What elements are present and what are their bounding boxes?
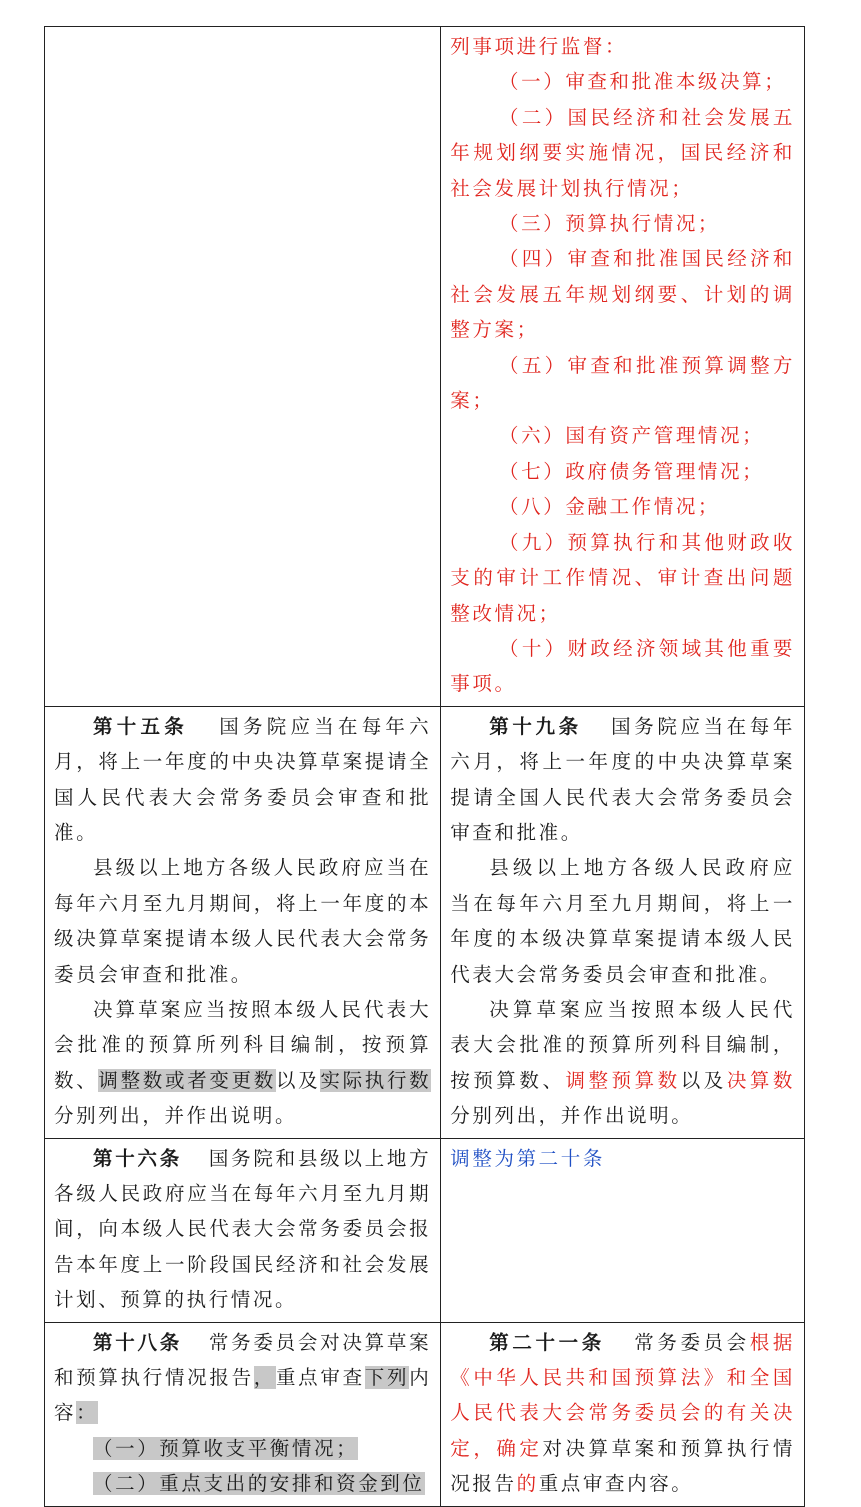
highlighted-text: ， (253, 1366, 276, 1390)
text-run: 内容 (54, 1366, 432, 1425)
paragraph (54, 709, 431, 851)
list-item: （六）国有资产管理情况； (499, 424, 765, 448)
paragraph (450, 992, 795, 1134)
table-row (45, 27, 805, 707)
left-cell-article-15 (45, 706, 441, 1138)
paragraph (54, 992, 431, 1134)
article-number: 第十六条 (93, 1146, 183, 1170)
changed-text: 决算数 (726, 1068, 795, 1092)
paragraph (54, 1141, 431, 1318)
paragraph: 县级以上地方各级人民政府应当在每年六月至九月期间，将上一年度的本级决算草案提请本级人民代表大会常务委员会审查和批准。 (54, 856, 432, 986)
article-number: 第十八条 (93, 1330, 183, 1354)
paragraph (450, 1325, 795, 1502)
adjustment-note: 调整为第二十条 (450, 1146, 605, 1170)
text-run: 决算草案应当按照本级人民代表大会批准的预算所列科目编制，按预算数、 (450, 997, 795, 1092)
right-cell-supervision-items (441, 27, 805, 707)
paragraph: 列事项进行监督： (450, 35, 628, 58)
table-row (45, 1322, 805, 1506)
left-cell-article-16 (45, 1138, 441, 1322)
article-number: 第十九条 (489, 714, 582, 738)
list-item: （八）金融工作情况； (499, 495, 721, 519)
highlighted-text: （二）重点支出的安排和资金到位 (93, 1472, 425, 1496)
list-item: （一）审查和批准本级决算； (499, 70, 787, 94)
article-number: 第十五条 (93, 714, 188, 738)
article-text: 国务院应当在每年六月，将上一年度的中央决算草案提请全国人民代表大会常务委员会审查和批准。 (54, 714, 432, 844)
highlighted-text: （一）预算收支平衡情况； (93, 1436, 359, 1460)
list-item (54, 1466, 431, 1501)
text-run: 重点审查内容。 (538, 1472, 694, 1496)
left-cell-article-18 (45, 1322, 441, 1506)
list-item: （三）预算执行情况； (499, 212, 721, 236)
list-item: （十）财政经济领域其他重要事项。 (450, 636, 795, 696)
highlighted-text: 调整数或者变更数 (98, 1068, 276, 1092)
table-row (45, 1138, 805, 1322)
highlighted-text: ： (76, 1401, 99, 1425)
highlighted-text: 下列 (364, 1366, 410, 1390)
changed-text: 调整预算数 (565, 1068, 681, 1092)
list-item: （五）审查和批准预算调整方案； (450, 353, 795, 413)
text-run: 分别列出，并作出说明。 (54, 1104, 298, 1128)
table-row (45, 706, 805, 1138)
right-cell-article-19 (441, 706, 805, 1138)
changed-text: 根据《中华人民共和国预算法》和全国人民代表大会常务委员会的有关决定，确定 (450, 1330, 795, 1460)
article-text: 国务院和县级以上地方各级人民政府应当在每年六月至九月期间，向本级人民代表大会常务委员会报告本年度上一阶段国民经济和社会发展计划、预算的执行情况。 (54, 1146, 432, 1312)
changed-text: 的 (516, 1472, 539, 1496)
text-run: 常务委员会对决算草案和预算执行情况报告 (54, 1330, 432, 1390)
right-cell-article-21 (441, 1322, 805, 1506)
article-text: 国务院应当在每年六月，将上一年度的中央决算草案提请全国人民代表大会常务委员会审查和批准。 (450, 714, 795, 844)
text-run: 常务委员会 (634, 1330, 750, 1354)
text-run: 分别列出，并作出说明。 (450, 1104, 694, 1128)
text-run: 以及 (275, 1068, 321, 1092)
text-run: 对决算草案和预算执行情况报告 (450, 1436, 795, 1496)
list-item: （七）政府债务管理情况； (499, 459, 765, 483)
list-item (54, 1431, 431, 1466)
list-item: （九）预算执行和其他财政收支的审计工作情况、审计查出问题整改情况； (450, 530, 795, 625)
right-cell-note (441, 1138, 805, 1322)
comparison-table (44, 26, 805, 1507)
text-run: 决算草案应当按照本级人民代表大会批准的预算所列科目编制，按预算数、 (54, 997, 432, 1092)
article-number: 第二十一条 (489, 1330, 605, 1354)
paragraph (54, 1325, 431, 1431)
paragraph: 县级以上地方各级人民政府应当在每年六月至九月期间，将上一年度的本级决算草案提请本级人民代表大会常务委员会审查和批准。 (450, 856, 795, 986)
highlighted-text: 实际执行数 (320, 1068, 432, 1092)
left-cell-empty (45, 27, 441, 707)
paragraph (450, 709, 795, 851)
list-item: （四）审查和批准国民经济和社会发展五年规划纲要、计划的调整方案； (450, 247, 795, 342)
list-item: （二）国民经济和社会发展五年规划纲要实施情况，国民经济和社会发展计划执行情况； (450, 105, 795, 200)
text-run: 重点审查 (275, 1366, 365, 1390)
text-run: 以及 (680, 1068, 727, 1092)
